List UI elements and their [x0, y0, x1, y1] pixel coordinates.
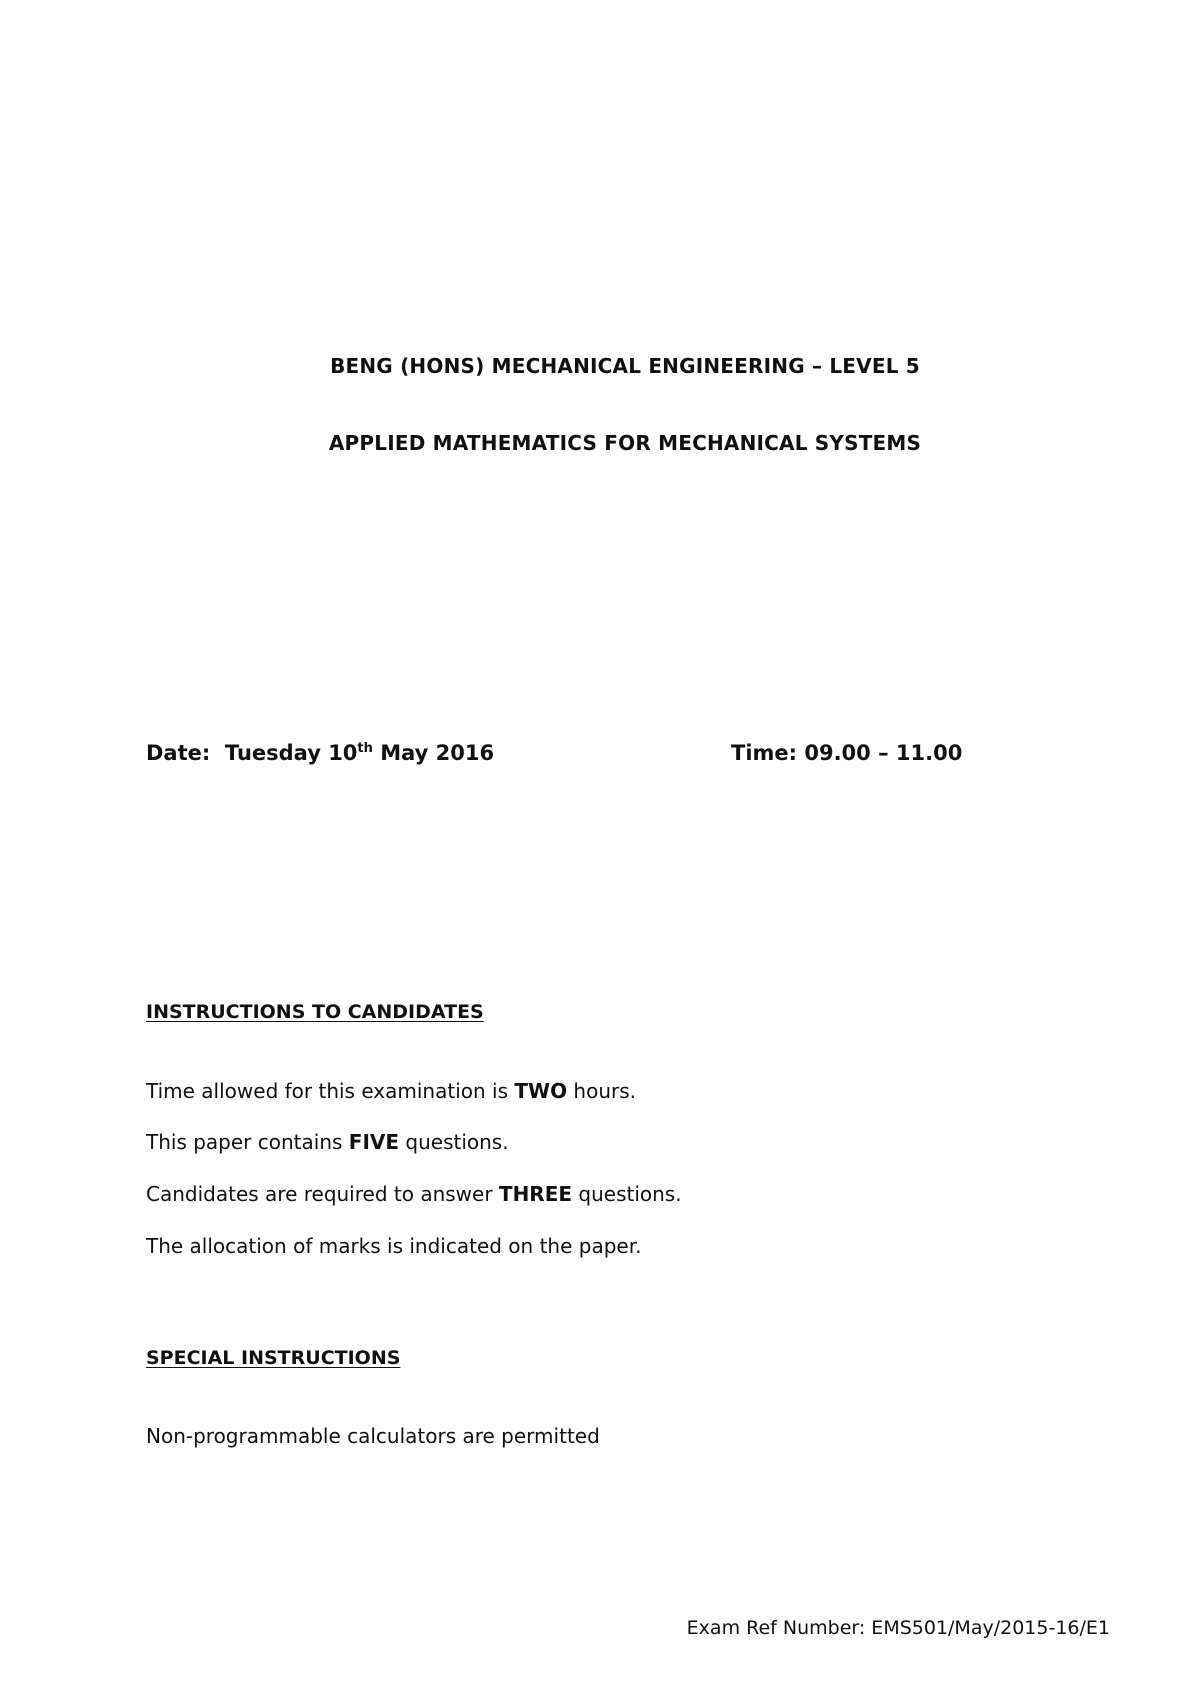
special-instruction-calculators: Non-programmable calculators are permitted [146, 1424, 600, 1448]
instruction-text: hours. [567, 1079, 637, 1103]
exam-ref-number: Exam Ref Number: EMS501/May/2015-16/E1 [686, 1617, 1110, 1639]
instruction-text: questions. [572, 1182, 682, 1206]
instruction-text: This paper contains [146, 1130, 349, 1154]
date-suffix: th [357, 741, 373, 756]
instruction-answer-count [146, 1182, 682, 1206]
exam-time [731, 741, 962, 765]
instructions-heading: INSTRUCTIONS TO CANDIDATES [146, 1001, 484, 1023]
instruction-question-count [146, 1130, 509, 1154]
module-title: APPLIED MATHEMATICS FOR MECHANICAL SYSTEMS [328, 431, 922, 455]
instruction-marks-allocation: The allocation of marks is indicated on the paper. [146, 1234, 642, 1258]
instruction-text: questions. [399, 1130, 509, 1154]
instruction-emphasis: TWO [514, 1079, 568, 1103]
instruction-time-allowed [146, 1079, 636, 1103]
instruction-text: Time allowed for this examination is [146, 1079, 515, 1103]
special-instructions-heading: SPECIAL INSTRUCTIONS [146, 1347, 401, 1369]
date-label: Date: [146, 741, 211, 765]
time-value: 09.00 – 11.00 [804, 741, 963, 765]
time-label: Time: [731, 741, 798, 765]
date-day: Tuesday 10 [224, 741, 358, 765]
degree-title: BENG (HONS) MECHANICAL ENGINEERING – LEVEL 5 [330, 354, 920, 378]
instruction-text: Candidates are required to answer [146, 1182, 499, 1206]
exam-date [146, 741, 494, 765]
instruction-emphasis: THREE [498, 1182, 573, 1206]
date-month-year: May 2016 [380, 741, 495, 765]
instruction-emphasis: FIVE [348, 1130, 400, 1154]
